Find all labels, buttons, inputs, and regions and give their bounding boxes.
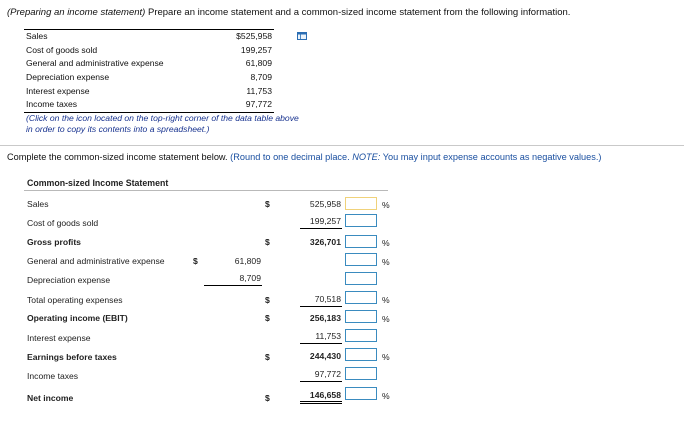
given-value: 61,809 (245, 58, 272, 69)
amount-sales: 525,958 (309, 199, 341, 209)
amount-ebt: 244,430 (309, 351, 341, 361)
dollar-sign: $ (193, 256, 198, 266)
given-row (24, 29, 274, 44)
given-row (24, 85, 274, 99)
pct-sign: % (382, 200, 390, 210)
instruction (7, 152, 601, 162)
pct-sign: % (382, 352, 390, 362)
amount-ga: 61,809 (234, 256, 261, 266)
amount-gross: 326,701 (309, 237, 341, 247)
given-value: $525,958 (236, 31, 272, 41)
given-label: Cost of goods sold (26, 44, 98, 55)
row-label-ebt: Earnings before taxes (27, 352, 117, 362)
amount-toe: 70,518 (314, 294, 341, 304)
instruction-note-label: NOTE: (352, 152, 381, 162)
pct-input-dep[interactable] (345, 272, 377, 285)
total-double-underline (300, 403, 342, 404)
pct-sign: % (382, 238, 390, 248)
row-label-ga: General and administrative expense (27, 256, 165, 266)
dollar-sign: $ (265, 313, 270, 323)
dollar-sign: $ (265, 352, 270, 362)
instruction-note-text: You may input expense accounts as negative values.) (380, 152, 602, 162)
pct-input-gross[interactable] (345, 235, 377, 248)
problem-prompt (7, 7, 570, 18)
pct-sign: % (382, 391, 390, 401)
dollar-sign: $ (265, 199, 270, 209)
pct-input-cogs[interactable] (345, 214, 377, 227)
row-label-toe: Total operating expenses (27, 295, 123, 305)
given-label: Depreciation expense (26, 72, 110, 83)
statement-title: Common-sized Income Statement (27, 178, 169, 188)
prompt-title: (Preparing an income statement) (7, 7, 146, 18)
row-label-net: Net income (27, 393, 74, 403)
instruction-round-text: (Round to one decimal place. (230, 152, 350, 162)
given-row (24, 71, 274, 85)
pct-sign: % (382, 314, 390, 324)
amount-int: 11,753 (315, 331, 341, 341)
pct-sign: % (382, 257, 390, 267)
row-label-sales: Sales (27, 199, 49, 209)
copy-note: (Click on the icon located on the top-right corner of the data table above in order to copy its contents into a spreadsheet.) (26, 113, 299, 134)
pct-input-ebt[interactable] (345, 348, 377, 361)
row-label-cogs: Cost of goods sold (27, 218, 99, 228)
subtotal-underline (300, 228, 342, 229)
amount-ebit: 256,183 (309, 313, 341, 323)
subtotal-underline (204, 285, 262, 286)
given-label: Income taxes (26, 99, 78, 110)
given-label: General and administrative expense (26, 58, 164, 69)
instruction-round (230, 152, 601, 162)
given-value: 97,772 (245, 99, 272, 110)
subtotal-underline (300, 343, 342, 344)
given-row (24, 98, 274, 113)
given-value: 11,753 (246, 85, 272, 96)
given-data-table (24, 29, 274, 113)
subtotal-underline (300, 306, 342, 307)
amount-dep: 8,709 (239, 273, 261, 283)
amount-tax: 97,772 (314, 369, 341, 379)
section-divider (0, 145, 684, 146)
row-label-int: Interest expense (27, 333, 91, 343)
pct-input-ebit[interactable] (345, 310, 377, 323)
subtotal-underline (300, 381, 342, 382)
row-label-dep: Depreciation expense (27, 275, 111, 285)
dollar-sign: $ (265, 295, 270, 305)
given-row (24, 44, 274, 58)
given-label: Interest expense (26, 85, 90, 96)
pct-input-toe[interactable] (345, 291, 377, 304)
instruction-main: Complete the common-sized income statement below. (7, 152, 228, 162)
given-row (24, 57, 274, 71)
given-label: Sales (26, 31, 48, 41)
row-label-ebit: Operating income (EBIT) (27, 313, 128, 323)
row-label-tax: Income taxes (27, 371, 79, 381)
dollar-sign: $ (265, 393, 270, 403)
pct-input-ga[interactable] (345, 253, 377, 266)
total-double-underline (300, 401, 342, 402)
amount-net: 146,658 (309, 390, 341, 400)
pct-sign: % (382, 295, 390, 305)
row-label-gross: Gross profits (27, 237, 81, 247)
pct-input-tax[interactable] (345, 367, 377, 380)
prompt-text: Prepare an income statement and a common-sized income statement from the following information. (145, 7, 571, 18)
pct-input-sales[interactable] (345, 197, 377, 210)
copy-data-icon[interactable] (297, 32, 307, 40)
amount-cogs: 199,257 (309, 216, 341, 226)
pct-input-net[interactable] (345, 387, 377, 400)
given-value: 199,257 (240, 44, 272, 55)
pct-input-int[interactable] (345, 329, 377, 342)
statement-title-rule (24, 190, 388, 191)
dollar-sign: $ (265, 237, 270, 247)
given-value: 8,709 (250, 72, 272, 83)
